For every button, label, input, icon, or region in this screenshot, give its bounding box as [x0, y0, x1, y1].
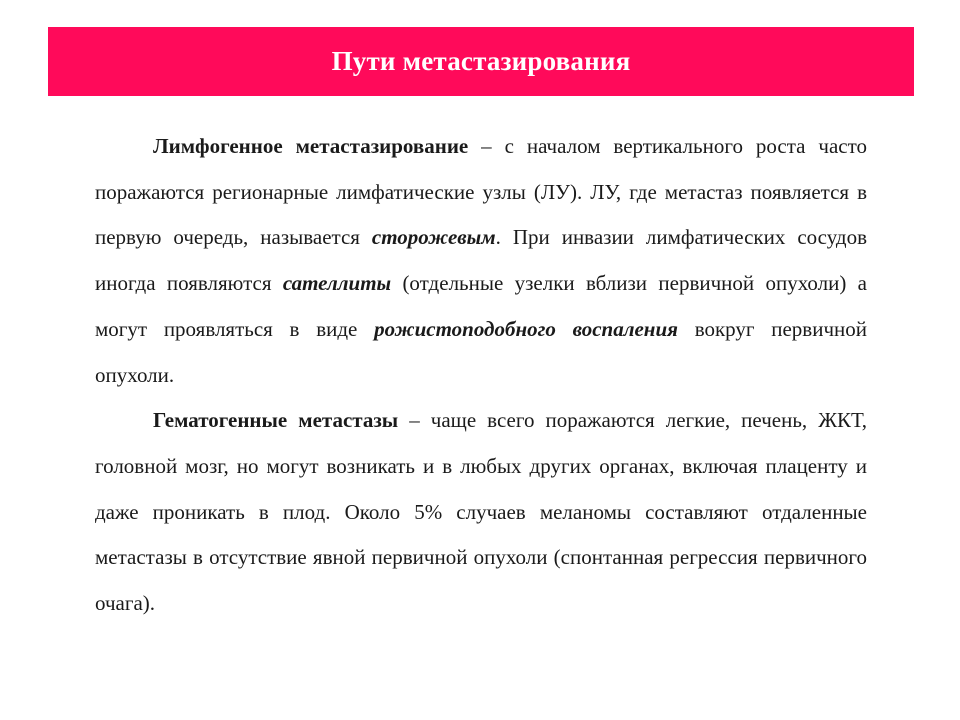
text-run: . При инвазии лимфатических сосудов иногда появляются — [95, 225, 867, 296]
term-erysipelas-like: рожистоподобного воспаления — [374, 316, 678, 341]
term-hematogenous: Гематогенные метастазы — [153, 408, 399, 433]
text-run: – с началом вертикального роста часто поражаются регионарные лимфатические узлы (ЛУ). ЛУ, где метастаз появляется в первую очередь, называется — [95, 134, 867, 250]
text-run: вокруг первичной опухоли. — [95, 316, 868, 387]
term-lymphogenous: Лимфогенное метастазирование — [153, 134, 469, 158]
title-banner — [48, 27, 914, 96]
paragraph-lymphogenous — [95, 124, 867, 398]
body-text — [95, 124, 867, 627]
term-sentinel: сторожевым — [371, 225, 496, 250]
term-satellites: сателлиты — [282, 271, 392, 296]
text-run: – чаще всего поражаются легкие, печень, ЖКТ, головной мозг, но могут возникать и в любых других органах, включая плаценту и даже проникать в плод. Около 5% случаев меланомы составляют отдаленные метастазы в отсутствие явной первичной опухоли (спонтанная регрессия первичного очага). — [95, 408, 867, 616]
page-title: Пути метастазирования — [331, 46, 631, 76]
paragraph-hematogenous — [95, 398, 867, 627]
text-run: (отдельные узелки вблизи первичной опухоли) а могут проявляться в виде — [95, 271, 867, 341]
